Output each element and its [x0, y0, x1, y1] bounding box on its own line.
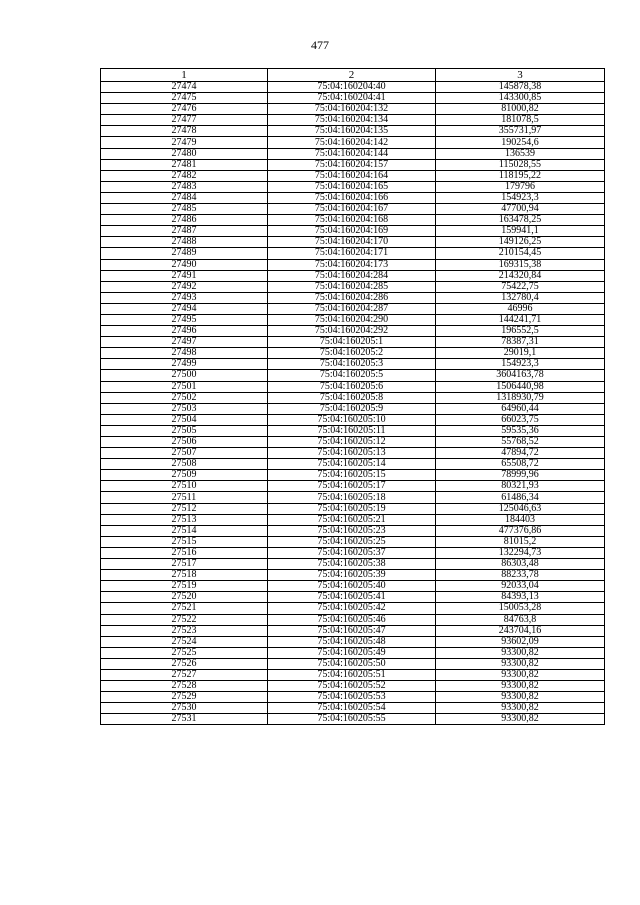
row-number-cell: 27514 [101, 525, 268, 536]
cadastral-number-cell: 75:04:160205:17 [268, 481, 436, 492]
cadastral-number-cell: 75:04:160205:18 [268, 492, 436, 503]
value-cell: 214320,84 [436, 270, 605, 281]
value-cell: 81000,82 [436, 104, 605, 115]
table-row [101, 669, 605, 680]
row-number-cell: 27474 [101, 82, 268, 93]
value-cell: 154923,3 [436, 192, 605, 203]
value-cell: 78387,31 [436, 337, 605, 348]
row-number-cell: 27488 [101, 237, 268, 248]
table-row [101, 636, 605, 647]
cadastral-number-cell: 75:04:160204:166 [268, 192, 436, 203]
table-row [101, 270, 605, 281]
table-row [101, 237, 605, 248]
table-row [101, 281, 605, 292]
cadastral-number-cell: 75:04:160205:51 [268, 669, 436, 680]
table-row [101, 192, 605, 203]
cadastral-number-cell: 75:04:160205:6 [268, 381, 436, 392]
row-number-cell: 27517 [101, 559, 268, 570]
value-cell: 154923,3 [436, 359, 605, 370]
cadastral-number-cell: 75:04:160205:42 [268, 603, 436, 614]
value-cell: 150053,28 [436, 603, 605, 614]
row-number-cell: 27505 [101, 425, 268, 436]
value-cell: 1506440,98 [436, 381, 605, 392]
row-number-cell: 27486 [101, 215, 268, 226]
row-number-cell: 27482 [101, 170, 268, 181]
value-cell: 80321,93 [436, 481, 605, 492]
value-cell: 118195,22 [436, 170, 605, 181]
value-cell: 92033,04 [436, 581, 605, 592]
value-cell: 78999,96 [436, 470, 605, 481]
value-cell: 163478,25 [436, 215, 605, 226]
row-number-cell: 27529 [101, 692, 268, 703]
row-number-cell: 27478 [101, 126, 268, 137]
table-row [101, 403, 605, 414]
cadastral-number-cell: 75:04:160205:55 [268, 714, 436, 725]
cadastral-number-cell: 75:04:160204:170 [268, 237, 436, 248]
value-cell: 181078,5 [436, 115, 605, 126]
cadastral-number-cell: 75:04:160205:19 [268, 503, 436, 514]
value-cell: 169315,38 [436, 259, 605, 270]
table-row [101, 514, 605, 525]
row-number-cell: 27489 [101, 248, 268, 259]
table-row [101, 292, 605, 303]
value-cell: 93300,82 [436, 681, 605, 692]
value-cell: 84393,13 [436, 592, 605, 603]
value-cell: 132294,73 [436, 547, 605, 558]
value-cell: 93602,09 [436, 636, 605, 647]
table-row [101, 481, 605, 492]
table-row [101, 525, 605, 536]
row-number-cell: 27516 [101, 547, 268, 558]
cadastral-number-cell: 75:04:160204:135 [268, 126, 436, 137]
header-col-3: 3 [436, 69, 605, 82]
row-number-cell: 27485 [101, 204, 268, 215]
value-cell: 93300,82 [436, 658, 605, 669]
cadastral-number-cell: 75:04:160205:21 [268, 514, 436, 525]
value-cell: 65508,72 [436, 459, 605, 470]
row-number-cell: 27521 [101, 603, 268, 614]
value-cell: 93300,82 [436, 647, 605, 658]
cadastral-number-cell: 75:04:160205:15 [268, 470, 436, 481]
value-cell: 93300,82 [436, 703, 605, 714]
cadastral-number-cell: 75:04:160204:171 [268, 248, 436, 259]
value-cell: 84763,8 [436, 614, 605, 625]
row-number-cell: 27518 [101, 570, 268, 581]
row-number-cell: 27528 [101, 681, 268, 692]
value-cell: 93300,82 [436, 669, 605, 680]
table-row [101, 470, 605, 481]
table-row [101, 115, 605, 126]
value-cell: 210154,45 [436, 248, 605, 259]
table-row [101, 370, 605, 381]
cadastral-number-cell: 75:04:160205:47 [268, 625, 436, 636]
table-row [101, 492, 605, 503]
table-row [101, 459, 605, 470]
value-cell: 47700,94 [436, 204, 605, 215]
cadastral-number-cell: 75:04:160204:157 [268, 159, 436, 170]
value-cell: 144241,71 [436, 314, 605, 325]
table-row [101, 381, 605, 392]
cadastral-number-cell: 75:04:160205:48 [268, 636, 436, 647]
table-body [101, 82, 605, 725]
value-cell: 243704,16 [436, 625, 605, 636]
cadastral-number-cell: 75:04:160204:165 [268, 181, 436, 192]
table-row [101, 658, 605, 669]
row-number-cell: 27503 [101, 403, 268, 414]
table-row [101, 303, 605, 314]
row-number-cell: 27501 [101, 381, 268, 392]
table-row [101, 314, 605, 325]
table-row [101, 137, 605, 148]
value-cell: 149126,25 [436, 237, 605, 248]
row-number-cell: 27495 [101, 314, 268, 325]
value-cell: 190254,6 [436, 137, 605, 148]
row-number-cell: 27522 [101, 614, 268, 625]
value-cell: 66023,75 [436, 414, 605, 425]
table-row [101, 93, 605, 104]
value-cell: 159941,1 [436, 226, 605, 237]
row-number-cell: 27481 [101, 159, 268, 170]
value-cell: 3604163,78 [436, 370, 605, 381]
header-row [101, 69, 605, 82]
table-row [101, 170, 605, 181]
value-cell: 125046,63 [436, 503, 605, 514]
cadastral-number-cell: 75:04:160205:38 [268, 559, 436, 570]
value-cell: 93300,82 [436, 692, 605, 703]
table-row [101, 603, 605, 614]
row-number-cell: 27496 [101, 326, 268, 337]
table-row [101, 259, 605, 270]
row-number-cell: 27476 [101, 104, 268, 115]
cadastral-number-cell: 75:04:160204:286 [268, 292, 436, 303]
table-header [101, 69, 605, 82]
value-cell: 93300,82 [436, 714, 605, 725]
header-col-2: 2 [268, 69, 436, 82]
value-cell: 46996 [436, 303, 605, 314]
cadastral-number-cell: 75:04:160205:25 [268, 536, 436, 547]
table-row [101, 681, 605, 692]
cadastral-number-cell: 75:04:160205:53 [268, 692, 436, 703]
row-number-cell: 27491 [101, 270, 268, 281]
value-cell: 64960,44 [436, 403, 605, 414]
value-cell: 184403 [436, 514, 605, 525]
table-row [101, 159, 605, 170]
row-number-cell: 27515 [101, 536, 268, 547]
cadastral-number-cell: 75:04:160204:144 [268, 148, 436, 159]
table-row [101, 414, 605, 425]
table-row [101, 647, 605, 658]
row-number-cell: 27497 [101, 337, 268, 348]
table-row [101, 337, 605, 348]
cadastral-number-cell: 75:04:160205:41 [268, 592, 436, 603]
row-number-cell: 27477 [101, 115, 268, 126]
value-cell: 115028,55 [436, 159, 605, 170]
table-row [101, 181, 605, 192]
cadastral-number-cell: 75:04:160204:287 [268, 303, 436, 314]
cadastral-number-cell: 75:04:160204:167 [268, 204, 436, 215]
value-cell: 75422,75 [436, 281, 605, 292]
cadastral-number-cell: 75:04:160205:39 [268, 570, 436, 581]
data-table [100, 68, 605, 725]
cadastral-number-cell: 75:04:160205:49 [268, 647, 436, 658]
cadastral-number-cell: 75:04:160204:164 [268, 170, 436, 181]
table-row [101, 592, 605, 603]
value-cell: 136539 [436, 148, 605, 159]
cadastral-number-cell: 75:04:160204:173 [268, 259, 436, 270]
table-row [101, 703, 605, 714]
row-number-cell: 27498 [101, 348, 268, 359]
row-number-cell: 27483 [101, 181, 268, 192]
cadastral-number-cell: 75:04:160205:37 [268, 547, 436, 558]
table-row [101, 559, 605, 570]
cadastral-number-cell: 75:04:160204:169 [268, 226, 436, 237]
row-number-cell: 27531 [101, 714, 268, 725]
row-number-cell: 27500 [101, 370, 268, 381]
value-cell: 355731,97 [436, 126, 605, 137]
table-row [101, 204, 605, 215]
row-number-cell: 27530 [101, 703, 268, 714]
table-row [101, 215, 605, 226]
row-number-cell: 27499 [101, 359, 268, 370]
row-number-cell: 27484 [101, 192, 268, 203]
row-number-cell: 27504 [101, 414, 268, 425]
row-number-cell: 27526 [101, 658, 268, 669]
cadastral-number-cell: 75:04:160205:5 [268, 370, 436, 381]
row-number-cell: 27527 [101, 669, 268, 680]
row-number-cell: 27512 [101, 503, 268, 514]
row-number-cell: 27520 [101, 592, 268, 603]
cadastral-number-cell: 75:04:160205:8 [268, 392, 436, 403]
row-number-cell: 27523 [101, 625, 268, 636]
cadastral-number-cell: 75:04:160205:54 [268, 703, 436, 714]
row-number-cell: 27492 [101, 281, 268, 292]
value-cell: 29019,1 [436, 348, 605, 359]
cadastral-number-cell: 75:04:160205:11 [268, 425, 436, 436]
row-number-cell: 27525 [101, 647, 268, 658]
table-row [101, 625, 605, 636]
cadastral-number-cell: 75:04:160204:142 [268, 137, 436, 148]
row-number-cell: 27479 [101, 137, 268, 148]
row-number-cell: 27493 [101, 292, 268, 303]
value-cell: 132780,4 [436, 292, 605, 303]
row-number-cell: 27524 [101, 636, 268, 647]
cadastral-number-cell: 75:04:160204:168 [268, 215, 436, 226]
table-row [101, 348, 605, 359]
row-number-cell: 27507 [101, 448, 268, 459]
table-row [101, 126, 605, 137]
value-cell: 1318930,79 [436, 392, 605, 403]
table-row [101, 104, 605, 115]
value-cell: 179796 [436, 181, 605, 192]
row-number-cell: 27502 [101, 392, 268, 403]
cadastral-number-cell: 75:04:160205:52 [268, 681, 436, 692]
cadastral-number-cell: 75:04:160204:41 [268, 93, 436, 104]
table-row [101, 536, 605, 547]
table-row [101, 503, 605, 514]
cadastral-number-cell: 75:04:160204:292 [268, 326, 436, 337]
cadastral-number-cell: 75:04:160204:40 [268, 82, 436, 93]
table-row [101, 82, 605, 93]
cadastral-number-cell: 75:04:160205:10 [268, 414, 436, 425]
table-row [101, 148, 605, 159]
table-row [101, 425, 605, 436]
cadastral-number-cell: 75:04:160204:285 [268, 281, 436, 292]
value-cell: 59535,36 [436, 425, 605, 436]
cadastral-number-cell: 75:04:160205:50 [268, 658, 436, 669]
cadastral-number-cell: 75:04:160205:3 [268, 359, 436, 370]
cadastral-number-cell: 75:04:160205:23 [268, 525, 436, 536]
value-cell: 143300,85 [436, 93, 605, 104]
cadastral-number-cell: 75:04:160204:290 [268, 314, 436, 325]
value-cell: 145878,38 [436, 82, 605, 93]
value-cell: 81015,2 [436, 536, 605, 547]
table-row [101, 692, 605, 703]
header-col-1: 1 [101, 69, 268, 82]
value-cell: 47894,72 [436, 448, 605, 459]
value-cell: 196552,5 [436, 326, 605, 337]
row-number-cell: 27480 [101, 148, 268, 159]
row-number-cell: 27519 [101, 581, 268, 592]
table-row [101, 581, 605, 592]
cadastral-number-cell: 75:04:160205:12 [268, 437, 436, 448]
cadastral-number-cell: 75:04:160205:14 [268, 459, 436, 470]
row-number-cell: 27513 [101, 514, 268, 525]
row-number-cell: 27490 [101, 259, 268, 270]
cadastral-number-cell: 75:04:160204:134 [268, 115, 436, 126]
cadastral-number-cell: 75:04:160205:46 [268, 614, 436, 625]
table-row [101, 614, 605, 625]
cadastral-number-cell: 75:04:160204:284 [268, 270, 436, 281]
row-number-cell: 27511 [101, 492, 268, 503]
table-row [101, 714, 605, 725]
row-number-cell: 27510 [101, 481, 268, 492]
table-row [101, 392, 605, 403]
table-row [101, 570, 605, 581]
table-row [101, 437, 605, 448]
row-number-cell: 27494 [101, 303, 268, 314]
cadastral-number-cell: 75:04:160205:2 [268, 348, 436, 359]
page-number: 477 [311, 38, 329, 52]
row-number-cell: 27508 [101, 459, 268, 470]
value-cell: 477376,86 [436, 525, 605, 536]
cadastral-number-cell: 75:04:160205:9 [268, 403, 436, 414]
cadastral-number-cell: 75:04:160205:13 [268, 448, 436, 459]
value-cell: 86303,48 [436, 559, 605, 570]
table-row [101, 248, 605, 259]
cadastral-number-cell: 75:04:160204:132 [268, 104, 436, 115]
table-row [101, 359, 605, 370]
table-row [101, 448, 605, 459]
table-row [101, 547, 605, 558]
cadastral-number-cell: 75:04:160205:40 [268, 581, 436, 592]
value-cell: 55768,52 [436, 437, 605, 448]
value-cell: 88233,78 [436, 570, 605, 581]
row-number-cell: 27487 [101, 226, 268, 237]
row-number-cell: 27506 [101, 437, 268, 448]
table-row [101, 326, 605, 337]
row-number-cell: 27475 [101, 93, 268, 104]
table-row [101, 226, 605, 237]
value-cell: 61486,34 [436, 492, 605, 503]
cadastral-number-cell: 75:04:160205:1 [268, 337, 436, 348]
row-number-cell: 27509 [101, 470, 268, 481]
